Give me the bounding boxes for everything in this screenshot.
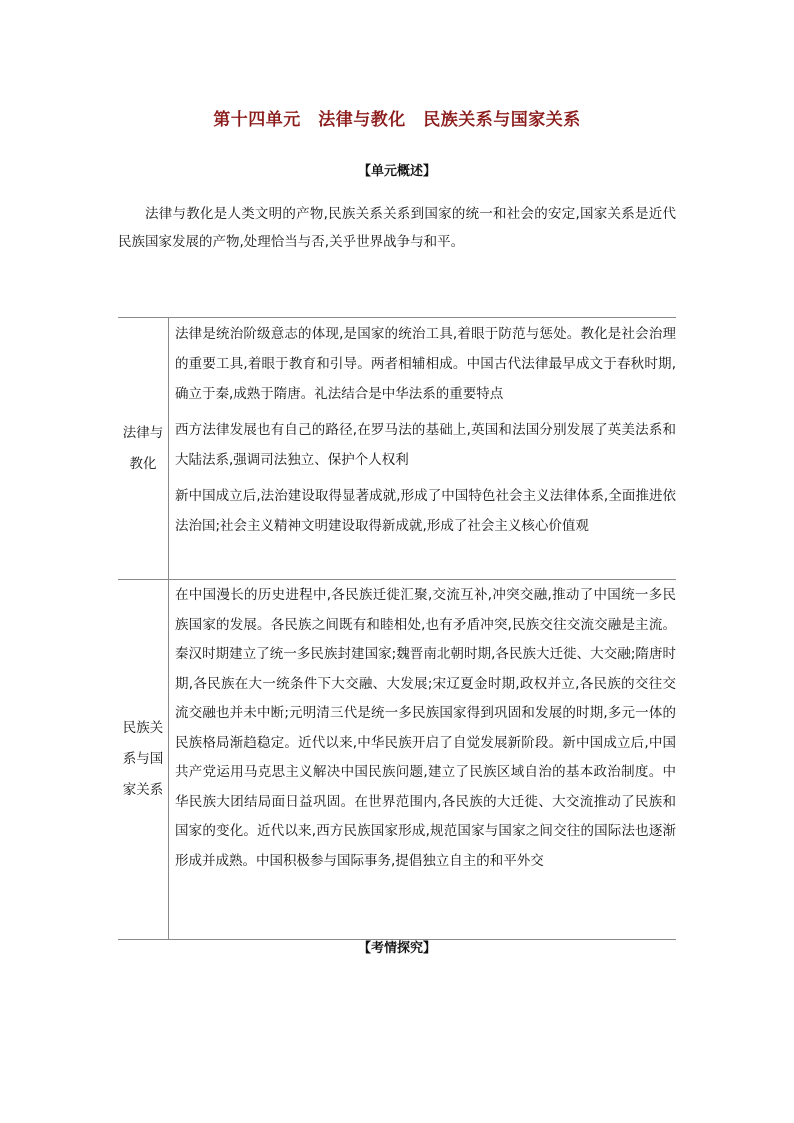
row-label-cell <box>118 318 169 580</box>
row-label-cell <box>118 580 169 940</box>
row-content-cell <box>169 580 677 940</box>
row-paragraph: 法律是统治阶级意志的体现,是国家的统治工具,着眼于防范与惩处。教化是社会治理的重要工具,着眼于教育和引导。两者相辅相成。中国古代法律最早成文于春秋时期,确立于秦,成熟于隋唐。礼法结合是中华法系的重要特点 <box>175 326 676 402</box>
row-paragraph: 新中国成立后,法治建设取得显著成就,形成了中国特色社会主义法律体系,全面推进依法治国;社会主义精神文明建设取得新成就,形成了社会主义核心价值观 <box>175 488 676 534</box>
unit-overview-text: 法律与教化是人类文明的产物,民族关系关系到国家的统一和社会的安定,国家关系是近代民族国家发展的产物,处理恰当与否,关乎世界战争与和平。 <box>118 206 676 250</box>
row-label: 民族关系与国家关系 <box>122 720 164 798</box>
exam-analysis-heading: 【考情探究】 <box>357 941 436 956</box>
table-row-ethnic-and-state-relations <box>118 580 676 940</box>
page-title: 第十四单元 法律与教化 民族关系与国家关系 <box>213 110 581 130</box>
row-label: 法律与教化 <box>122 424 164 472</box>
row-paragraph: 西方法律发展也有自己的路径,在罗马法的基础上,英国和法国分别发展了英美法系和大陆法系,强调司法独立、保护个人权利 <box>175 422 676 468</box>
row-content-cell <box>169 318 677 580</box>
row-paragraph: 在中国漫长的历史进程中,各民族迁徙汇聚,交流互补,冲突交融,推动了中国统一多民族国家的发展。各民族之间既有和睦相处,也有矛盾冲突,民族交往交流交融是主流。秦汉时期建立了统一多民族封建国家;魏晋南北朝时期,各民族大迁徙、大交融;隋唐时期,各民族在大一统条件下大交融、大发展;宋辽夏金时期,政权并立,各民族的交往交流交融也并未中断;元明清三代是统一多民族国家得到巩固和发展的时期,多元一体的民族格局渐趋稳定。近代以来,中华民族开启了自觉发展新阶段。新中国成立后,中国共产党运用马克思主义解决中国民族问题,建立了民族区域自治的基本政治制度。中华民族大团结局面日益巩固。在世界范围内,各民族的大迁徙、大交流推动了民族和国家的变化。近代以来,西方民族国家形成,规范国家与国家之间交往的国际法也逐渐形成并成熟。中国积极参与国际事务,提倡独立自主的和平外交 <box>175 587 676 869</box>
unit-overview-heading: 【单元概述】 <box>357 164 436 179</box>
unit-summary-table <box>118 317 676 940</box>
table-row-law-and-education <box>118 318 676 580</box>
